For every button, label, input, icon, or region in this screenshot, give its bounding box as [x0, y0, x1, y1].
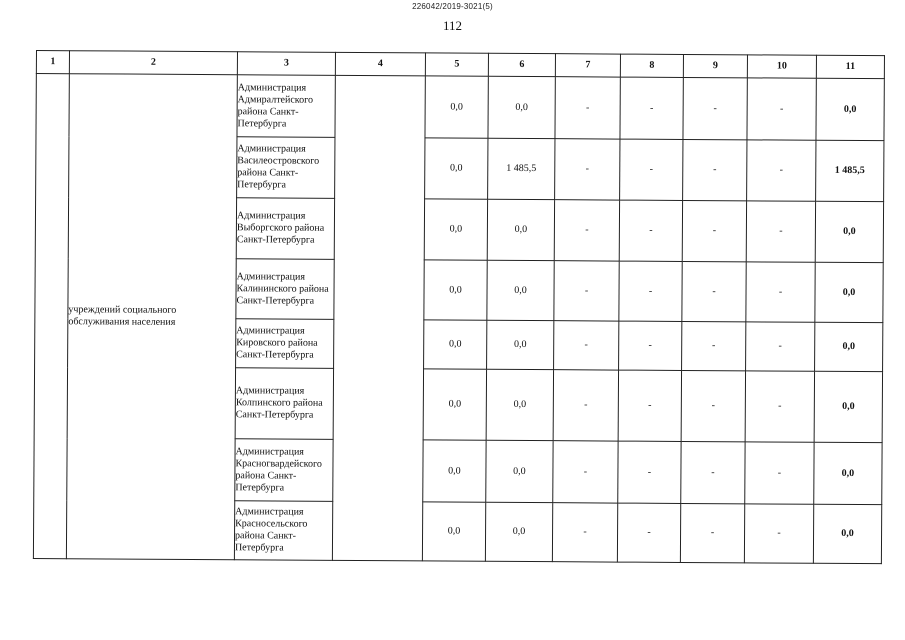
org-name: Администрация Василеостровского района Санкт-Петербурга — [237, 143, 320, 191]
cell-col7: - — [554, 321, 619, 370]
group-label-cell — [66, 74, 237, 560]
cell-col8: - — [618, 441, 681, 503]
org-cell — [234, 501, 332, 561]
cell-col11-total: 0,0 — [814, 442, 882, 504]
cell-col10: - — [746, 201, 815, 262]
org-cell — [236, 319, 334, 369]
group-label: учреждений социального обслуживания населения — [68, 304, 177, 328]
cell-col10: - — [746, 322, 815, 371]
org-name: Администрация Адмиралтейского района Санкт-Петербурга — [237, 81, 314, 130]
cell-col9: - — [681, 441, 745, 503]
column-header: 6 — [488, 53, 555, 76]
cell-col9: - — [683, 139, 747, 200]
cell-col8: - — [619, 200, 682, 261]
org-name: Администрация Красносельского района Санкт-Петербурга — [234, 506, 308, 554]
org-cell — [235, 368, 333, 440]
cell-col6: 0,0 — [485, 502, 552, 561]
column-header: 4 — [335, 52, 425, 76]
cell-col6: 0,0 — [486, 440, 553, 502]
org-name: Администрация Кировского района Санкт-Петербурга — [236, 325, 318, 361]
cell-col9: - — [682, 200, 746, 261]
cell-col10: - — [746, 262, 815, 322]
cell-col7: - — [555, 139, 620, 200]
cell-col6: 0,0 — [488, 76, 555, 138]
cell-col10: - — [745, 371, 814, 442]
cell-col5: 0,0 — [424, 320, 487, 369]
cell-col8: - — [620, 77, 683, 139]
cell-col10: - — [745, 442, 814, 504]
cell-col8: - — [618, 370, 681, 441]
org-cell — [236, 198, 334, 260]
cell-col11-total: 0,0 — [815, 322, 883, 371]
column-header: 3 — [237, 52, 335, 76]
cell-col7: - — [555, 77, 620, 139]
cell-col11-total: 0,0 — [814, 371, 882, 442]
cell-col8: - — [619, 321, 682, 370]
cell-col7: - — [553, 441, 618, 503]
cell-col6: 0,0 — [486, 369, 553, 440]
org-cell — [235, 439, 333, 502]
cell-col7: - — [553, 370, 618, 441]
table-container — [33, 50, 884, 564]
column-header: 7 — [555, 54, 620, 77]
cell-col10: - — [747, 140, 816, 201]
cell-col8: - — [619, 261, 682, 321]
cell-col7: - — [554, 200, 619, 261]
org-cell — [237, 137, 335, 199]
cell-col6: 1 485,5 — [488, 138, 555, 199]
cell-col6: 0,0 — [487, 260, 554, 320]
org-cell — [236, 259, 334, 320]
cell-col10: - — [747, 78, 816, 140]
cell-col8: - — [617, 503, 680, 562]
cell-col5: 0,0 — [424, 199, 487, 260]
cell-col11-total: 0,0 — [815, 262, 883, 322]
cell-col4 — [332, 75, 425, 561]
column-header: 8 — [620, 54, 683, 77]
cell-col11-total: 0,0 — [813, 504, 881, 563]
cell-col8: - — [620, 139, 683, 200]
column-header: 9 — [683, 54, 747, 77]
cell-col6: 0,0 — [487, 199, 554, 260]
org-name: Администрация Колпинского района Санкт-Петербурга — [235, 385, 323, 421]
cell-col11-total: 0,0 — [816, 78, 884, 140]
column-header: 5 — [425, 53, 488, 76]
cell-col5: 0,0 — [424, 260, 487, 320]
document-id: 226042/2019-3021(5) — [412, 2, 493, 11]
cell-col5: 0,0 — [423, 369, 486, 440]
cell-col1 — [33, 74, 69, 559]
cell-col7: - — [554, 261, 619, 321]
org-name: Администрация Калининского района Санкт-Петербурга — [236, 270, 329, 307]
cell-col5: 0,0 — [425, 76, 488, 138]
cell-col10: - — [744, 504, 813, 563]
org-name: Администрация Красногвардейского района Санкт-Петербурга — [235, 445, 322, 494]
page-number: 112 — [442, 18, 463, 33]
column-header: 11 — [816, 55, 884, 78]
column-header: 10 — [747, 55, 816, 78]
cell-col9: - — [683, 77, 747, 139]
cell-col11-total: 1 485,5 — [816, 140, 884, 201]
cell-col5: 0,0 — [423, 440, 486, 502]
column-header: 1 — [36, 51, 69, 74]
data-table — [33, 50, 885, 564]
cell-col9: - — [681, 370, 745, 441]
cell-col6: 0,0 — [487, 320, 554, 369]
cell-col7: - — [552, 503, 617, 562]
cell-col11-total: 0,0 — [815, 201, 883, 262]
cell-col5: 0,0 — [425, 138, 488, 199]
org-cell — [237, 75, 335, 138]
column-header: 2 — [69, 51, 237, 75]
cell-col9: - — [680, 503, 744, 562]
org-name: Администрация Выборгского района Санкт-Петербурга — [236, 210, 325, 246]
cell-col5: 0,0 — [422, 502, 485, 561]
table-row — [36, 74, 884, 141]
cell-col9: - — [682, 321, 746, 370]
cell-col9: - — [682, 261, 746, 321]
